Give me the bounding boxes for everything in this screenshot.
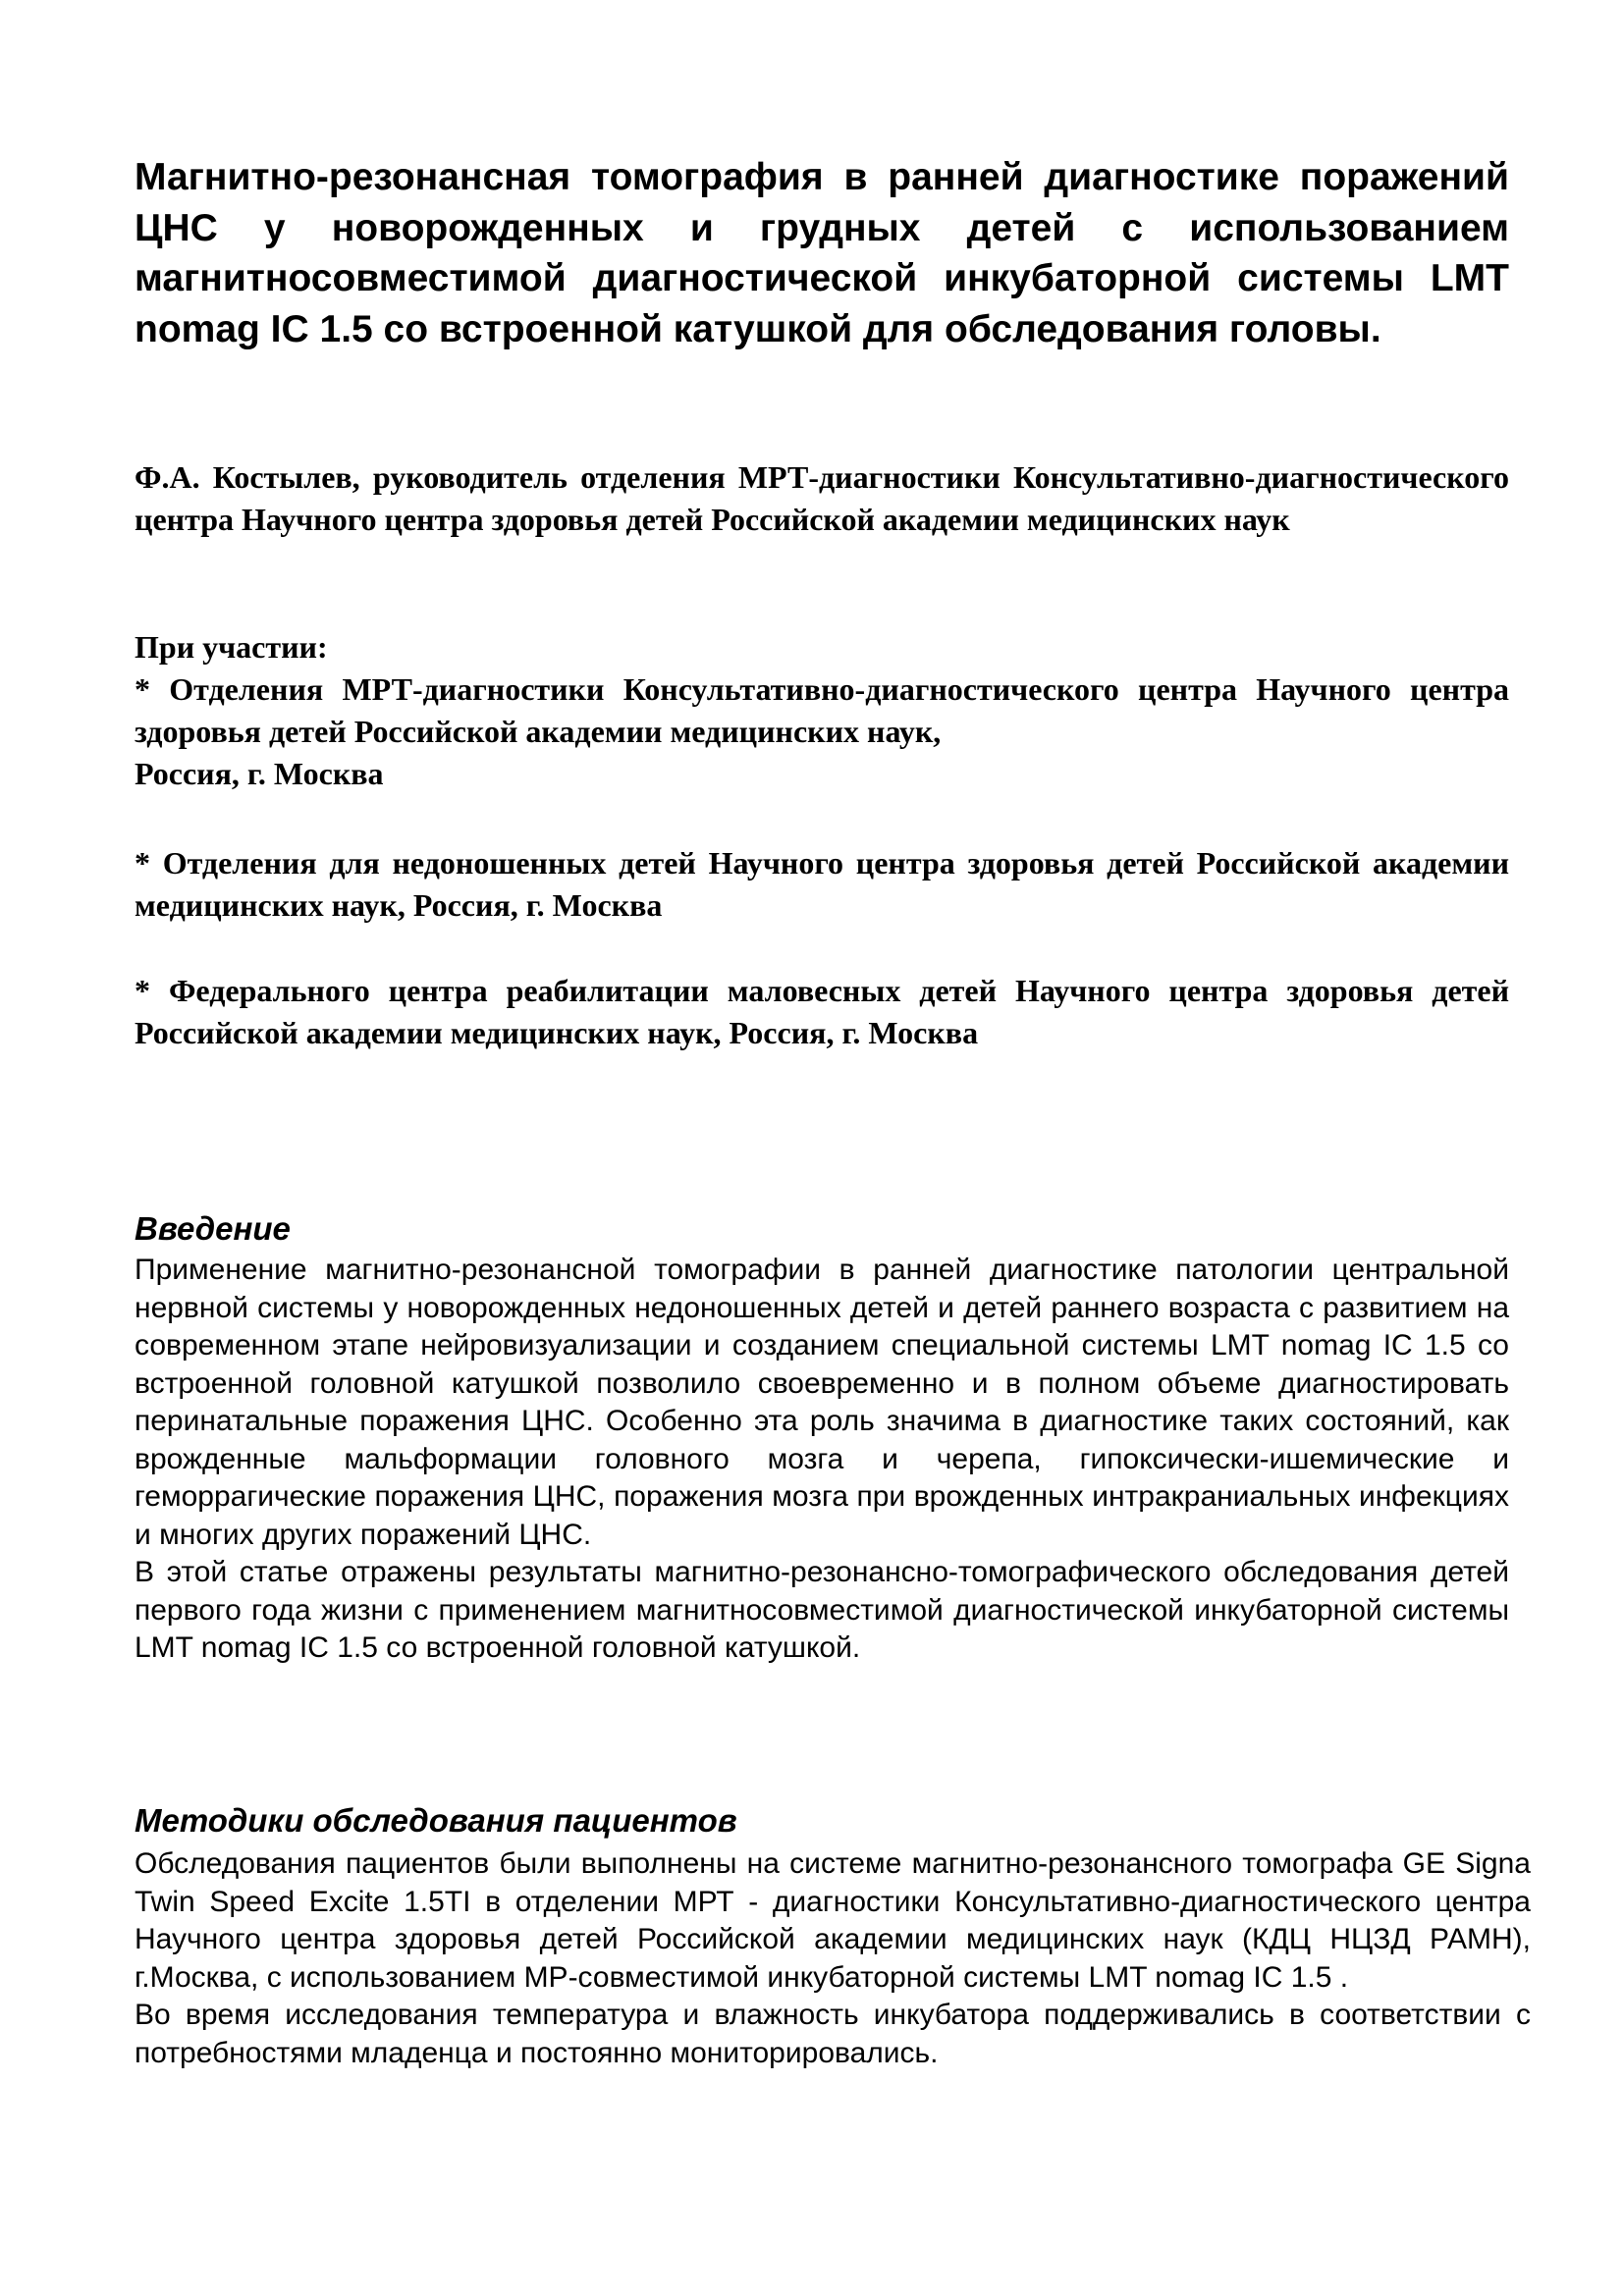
paragraph: Обследования пациентов были выполнены на системе магнитно-резонансного томографа GE Signa Twin Speed Excite 1.5TI в отделении МРТ - диагностики Консультативно-диагностического центра Научного центра здоровья детей Российской академии медицинских наук (КДЦ НЦЗД РАМН), г.Москва, с использованием МР-совместимой инкубаторной системы LMT nomag IC 1.5 . xyxy=(135,1847,1531,1994)
paragraph: В этой статье отражены результаты магнитно-резонансно-томографического обследования детей первого года жизни с применением магнитносовместимой диагностической инкубаторной системы LMT nomag IC 1.5 со встроенной головной катушкой. xyxy=(135,1556,1509,1664)
section-heading-introduction: Введение xyxy=(135,1210,291,1247)
participation-item: Россия, г. Москва xyxy=(135,756,384,791)
document-title: Магнитно-резонансная томография в ранней диагностике поражений ЦНС у новорожденных и грудных детей с использованием магнитносовместимой диагностической инкубаторной системы LMT nomag IC 1.5 со встроенной катушкой для обследования головы. xyxy=(135,156,1509,350)
paragraph: Применение магнитно-резонансной томографии в ранней диагностике патологии центральной нервной системы у новорожденных недоношенных детей и детей раннего возраста с развитием на современном этапе нейровизуализации и созданием специальной системы LMT nomag IC 1.5 со встроенной головной катушкой позволило своевременно и в полном объеме диагностировать перинатальные поражения ЦНС. Особенно эта роль значима в диагностике таких состояний, как врожденные мальформации головного мозга и черепа, гипоксически-ишемические и геморрагические поражения ЦНС, поражения мозга при врожденных интракраниальных инфекциях и многих других поражений ЦНС. xyxy=(135,1254,1509,1551)
section-body-introduction xyxy=(135,1252,1509,1668)
participation-item: * Отделения МРТ-диагностики Консультативно-диагностического центра Научного центра здоровья детей Российской академии медицинских наук, xyxy=(135,671,1509,749)
participation-block xyxy=(135,626,1509,795)
participation-item: * Отделения для недоношенных детей Научного центра здоровья детей Российской академии медицинских наук, Россия, г. Москва xyxy=(135,845,1509,923)
author-affiliation: Ф.А. Костылев, руководитель отделения МРТ-диагностики Консультативно-диагностического центра Научного центра здоровья детей Российской академии медицинских наук xyxy=(135,459,1509,537)
section-body-methods xyxy=(135,1845,1531,2072)
participation-item: * Федерального центра реабилитации маловесных детей Научного центра здоровья детей Российской академии медицинских наук, Россия, г. Москва xyxy=(135,973,1509,1050)
participation-label: При участии: xyxy=(135,629,328,665)
paragraph: Во время исследования температура и влажность инкубатора поддерживались в соответствии с потребностями младенца и постоянно мониторировались. xyxy=(135,1999,1531,2069)
section-heading-methods: Методики обследования пациентов xyxy=(135,1802,737,1839)
